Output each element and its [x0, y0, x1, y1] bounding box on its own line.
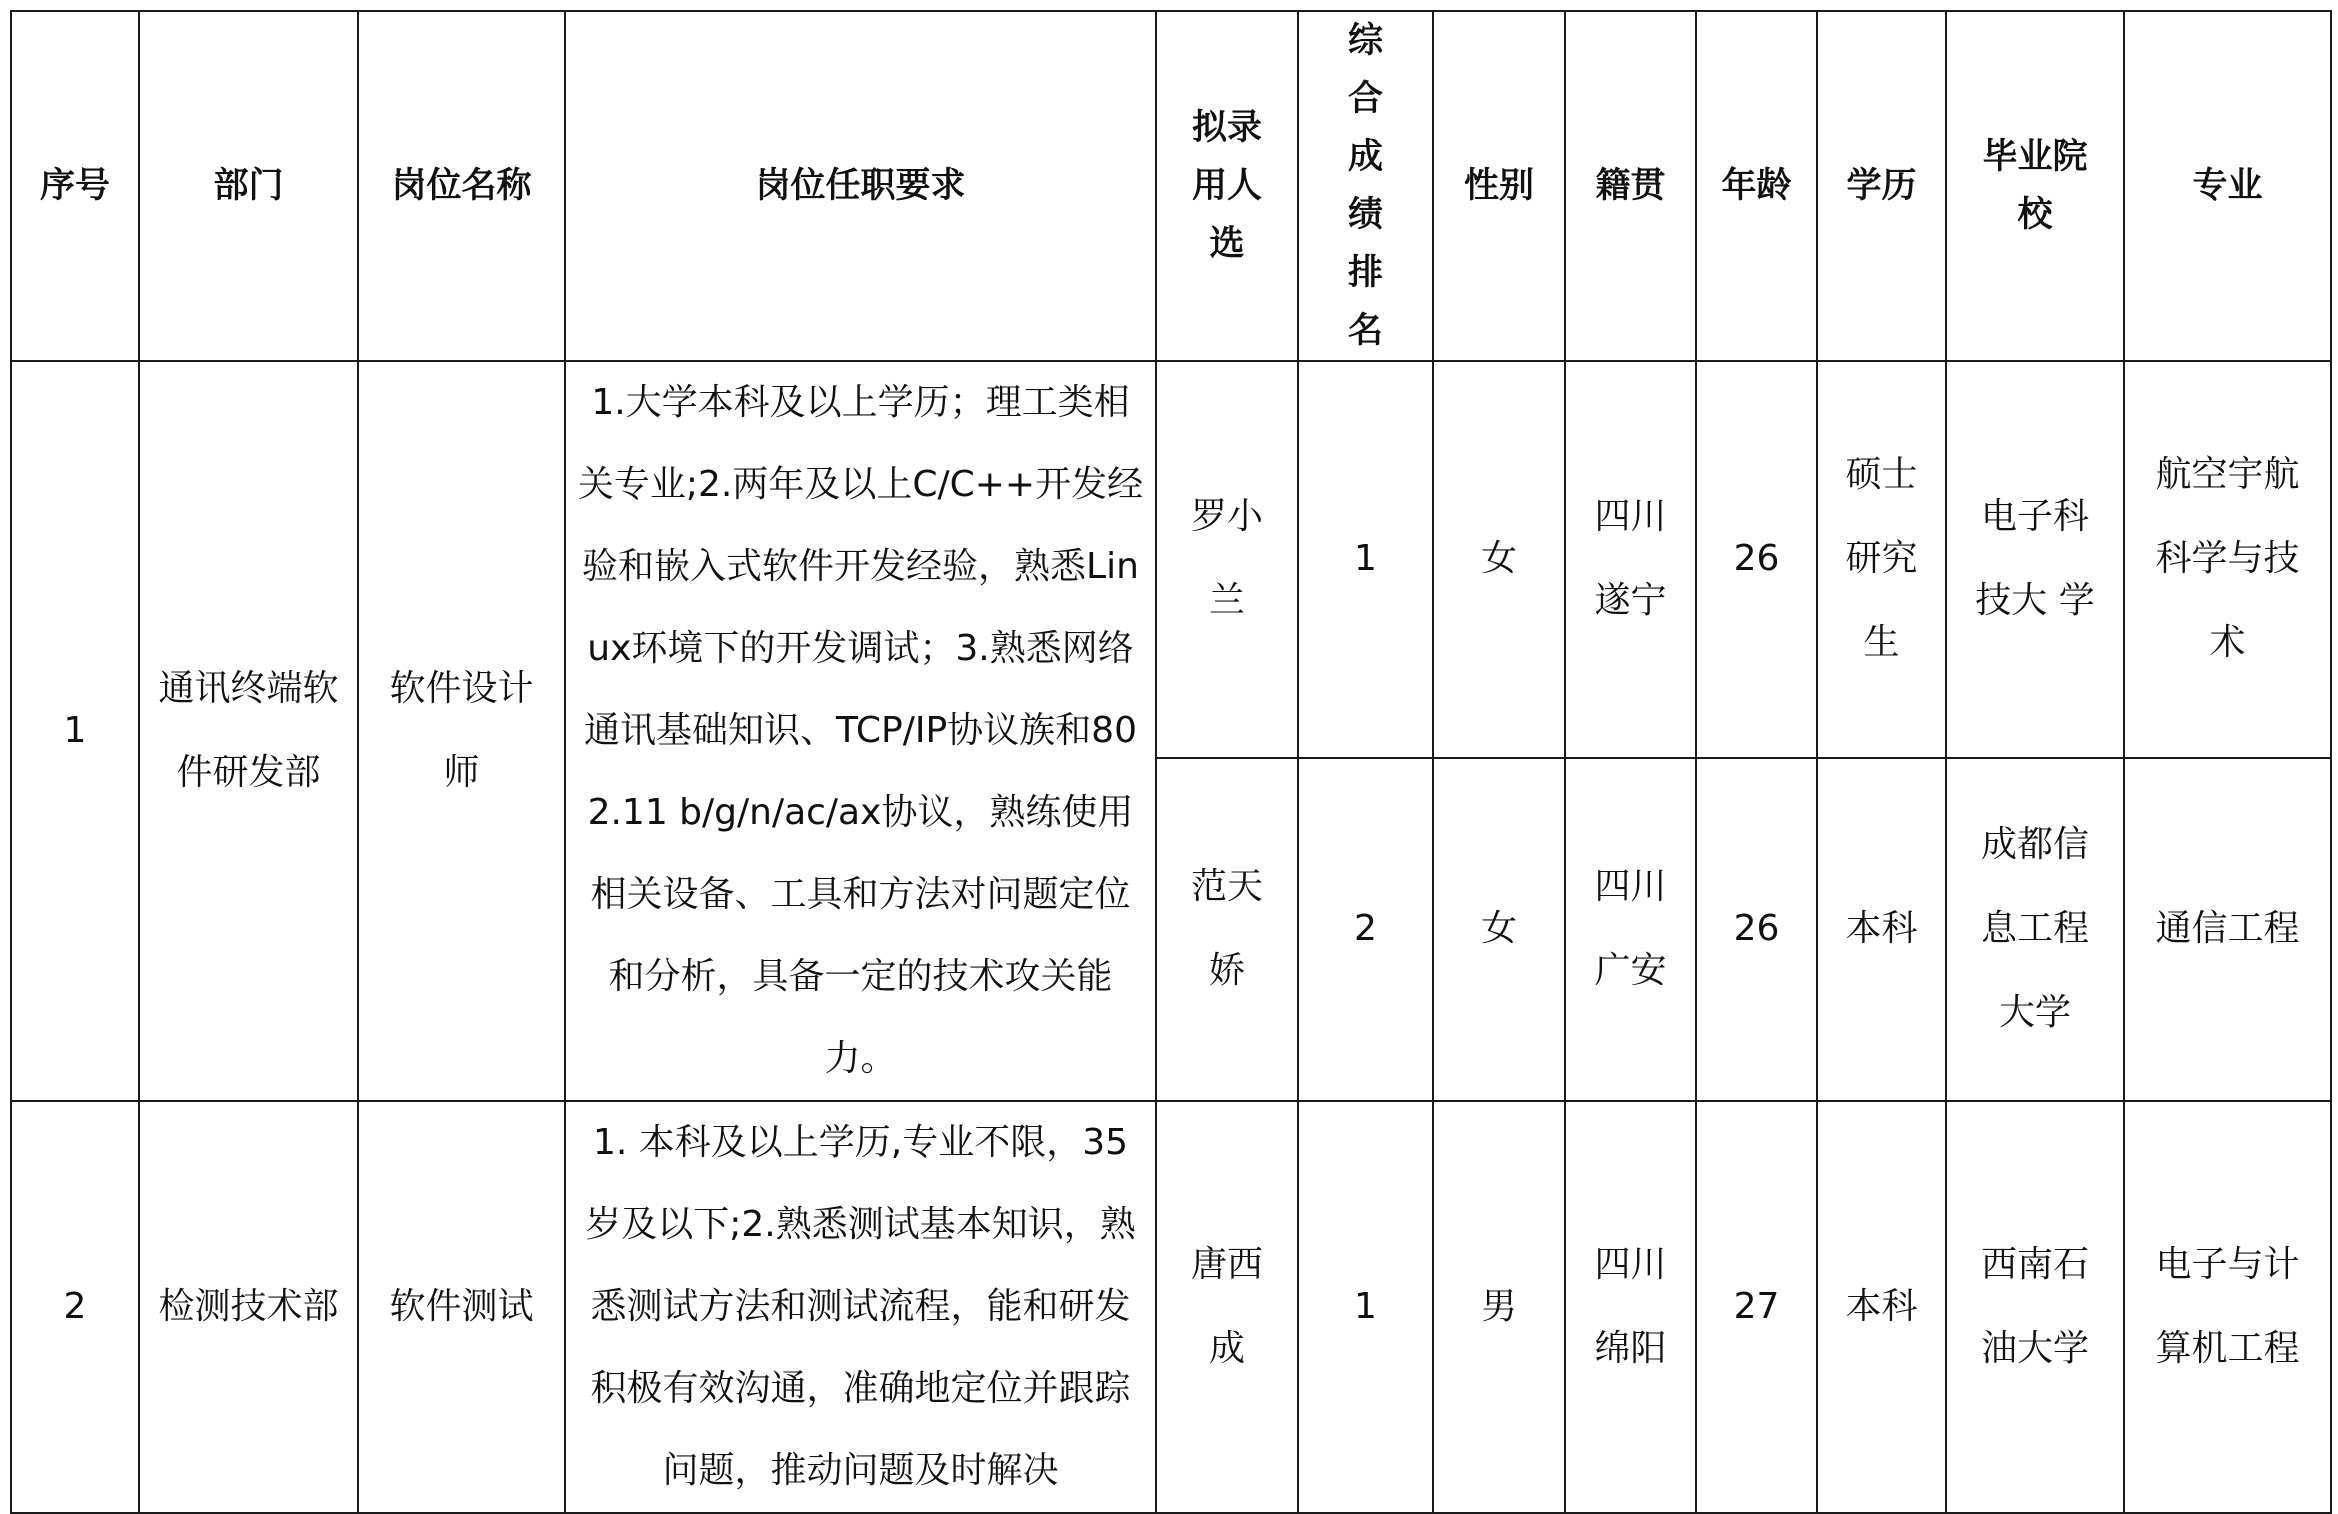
header-school: 毕业院校 [1946, 11, 2124, 361]
candidate-name-cell: 范天娇 [1156, 758, 1298, 1101]
school-cell: 成都信息工程大学 [1946, 758, 2124, 1101]
rank-cell: 2 [1298, 758, 1433, 1101]
header-age: 年龄 [1696, 11, 1817, 361]
origin-cell: 四川广安 [1565, 758, 1696, 1101]
candidate-name-cell: 罗小兰 [1156, 361, 1298, 758]
dept-cell: 通讯终端软件研发部 [139, 361, 358, 1101]
gender-cell: 男 [1433, 1101, 1565, 1513]
header-row [11, 11, 2331, 361]
recruitment-table [10, 10, 2332, 1514]
header-dept: 部门 [139, 11, 358, 361]
gender-cell: 女 [1433, 758, 1565, 1101]
dept-cell: 检测技术部 [139, 1101, 358, 1513]
table-row [11, 361, 2331, 758]
age-cell: 26 [1696, 758, 1817, 1101]
origin-cell: 四川遂宁 [1565, 361, 1696, 758]
gender-cell: 女 [1433, 361, 1565, 758]
education-cell: 本科 [1817, 758, 1946, 1101]
education-cell: 硕士研究生 [1817, 361, 1946, 758]
major-cell: 航空宇航科学与技术 [2124, 361, 2331, 758]
header-requirements: 岗位任职要求 [565, 11, 1156, 361]
header-gender: 性别 [1433, 11, 1565, 361]
header-seq: 序号 [11, 11, 139, 361]
header-origin: 籍贯 [1565, 11, 1696, 361]
header-rank: 综合成绩排名 [1298, 11, 1433, 361]
requirements-cell: 1.大学本科及以上学历；理工类相关专业;2.两年及以上C/C++开发经验和嵌入式软件开发经验，熟悉Linux环境下的开发调试；3.熟悉网络通讯基础知识、TCP/IP协议族和802.11 b/g/n/ac/ax协议，熟练使用相关设备、工具和方法对问题定位和分析，具备一定的技术攻关能力。 [565, 361, 1156, 1101]
major-cell: 通信工程 [2124, 758, 2331, 1101]
seq-cell: 1 [11, 361, 139, 1101]
major-cell: 电子与计算机工程 [2124, 1101, 2331, 1513]
table-row [11, 1101, 2331, 1513]
school-cell: 西南石油大学 [1946, 1101, 2124, 1513]
position-cell: 软件设计师 [358, 361, 565, 1101]
header-candidate: 拟录用人选 [1156, 11, 1298, 361]
candidate-name-cell: 唐西成 [1156, 1101, 1298, 1513]
seq-cell: 2 [11, 1101, 139, 1513]
school-cell: 电子科技大 学 [1946, 361, 2124, 758]
header-position: 岗位名称 [358, 11, 565, 361]
rank-cell: 1 [1298, 361, 1433, 758]
education-cell: 本科 [1817, 1101, 1946, 1513]
requirements-cell: 1. 本科及以上学历,专业不限，35岁及以下;2.熟悉测试基本知识，熟悉测试方法和测试流程，能和研发积极有效沟通，准确地定位并跟踪问题，推动问题及时解决 [565, 1101, 1156, 1513]
header-education: 学历 [1817, 11, 1946, 361]
position-cell: 软件测试 [358, 1101, 565, 1513]
age-cell: 26 [1696, 361, 1817, 758]
origin-cell: 四川绵阳 [1565, 1101, 1696, 1513]
rank-cell: 1 [1298, 1101, 1433, 1513]
header-major: 专业 [2124, 11, 2331, 361]
age-cell: 27 [1696, 1101, 1817, 1513]
